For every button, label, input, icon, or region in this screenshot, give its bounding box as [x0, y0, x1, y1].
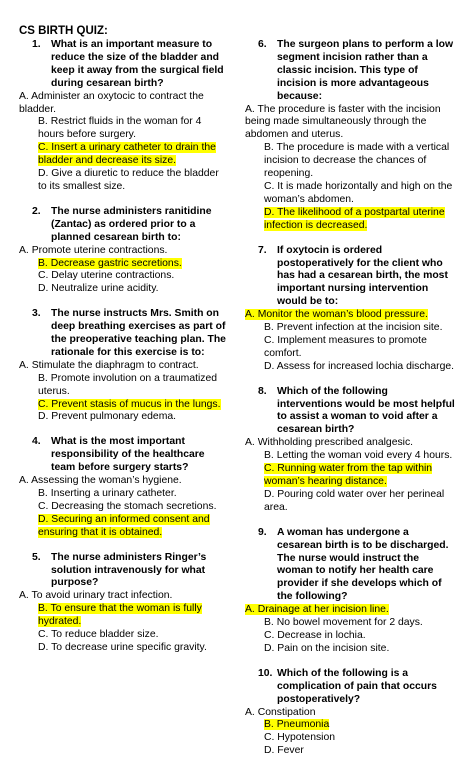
answer-option-correct [245, 207, 455, 233]
answer-option [19, 590, 229, 603]
question-stem [245, 668, 455, 707]
question-stem [19, 552, 229, 591]
option-text: D. Pouring cold water over her perineal area. [264, 488, 445, 513]
option-text: A. Assessing the woman’s hygiene. [19, 475, 182, 487]
answer-option [19, 475, 229, 488]
option-text: B. Promote involution on a traumatized uterus. [38, 372, 218, 397]
question-number: 9. [258, 526, 267, 538]
question-text: What is the most important responsibility of the healthcare team before surgery starts? [51, 436, 205, 474]
answer-option [245, 617, 455, 630]
question-4 [19, 436, 229, 539]
question-stem [245, 39, 455, 104]
question-stem [19, 436, 229, 475]
option-text: A. Drainage at her incision line. [245, 604, 389, 616]
question-text: The nurse instructs Mrs. Smith on deep breathing exercises as part of the preoperative teaching plan. The rationale for this exercise is to: [51, 308, 226, 358]
answer-option [245, 745, 455, 758]
option-text: C. Decreasing the stomach secretions. [38, 500, 217, 512]
question-stem [19, 206, 229, 245]
question-number: 5. [32, 551, 41, 563]
option-text: C. Hypotension [264, 732, 336, 744]
right-column [245, 39, 455, 770]
option-text: D. To decrease urine specific gravity. [38, 641, 207, 653]
question-9 [245, 527, 455, 656]
question-text: The nurse administers Ringer’s solution intravenously for what purpose? [51, 551, 207, 589]
option-text: D. Prevent pulmonary edema. [38, 411, 177, 423]
answer-option [19, 501, 229, 514]
answer-option [19, 629, 229, 642]
question-number: 10. [258, 667, 273, 679]
option-text: A. Administer an oxytocic to contract the bladder. [19, 90, 204, 115]
option-text: C. Prevent stasis of mucus in the lungs. [38, 398, 221, 410]
question-number: 7. [258, 244, 267, 256]
answer-option-correct [245, 463, 455, 489]
question-6 [245, 39, 455, 233]
question-7 [245, 245, 455, 374]
option-text: D. Pain on the incision site. [264, 642, 390, 654]
question-text: What is an important measure to reduce the size of the bladder and keep it away from the surgical field during cesarean birth? [51, 39, 224, 89]
question-8 [245, 386, 455, 515]
option-text: A. Stimulate the diaphragm to contract. [19, 359, 199, 371]
question-text: The surgeon plans to perform a low segment incision rather than a classic incision. This type of incision is more advantageous because: [277, 39, 454, 102]
question-10 [245, 668, 455, 758]
answer-option [245, 437, 455, 450]
option-text: B. The procedure is made with a vertical incision to decrease the chances of reopening. [264, 142, 450, 180]
option-text: C. It is made horizontally and high on the woman’s abdomen. [264, 180, 453, 205]
answer-option [245, 643, 455, 656]
option-text: B. Inserting a urinary catheter. [38, 488, 177, 499]
option-text: C. Running water from the tap within woman’s hearing distance. [264, 463, 433, 487]
answer-option [19, 245, 229, 258]
option-text: A. To avoid urinary tract infection. [19, 590, 173, 602]
question-text: Which of the following interventions would be most helpful to assist a woman to void after a cesarean birth? [277, 385, 455, 436]
answer-option-correct [19, 142, 229, 168]
answer-option [245, 142, 455, 181]
answer-option [19, 116, 229, 142]
question-1 [19, 39, 229, 194]
left-column [19, 39, 229, 667]
answer-option [245, 335, 455, 361]
option-text: D. Securing an informed consent and ensuring that it is obtained. [38, 513, 210, 538]
option-text: C. Delay uterine contractions. [38, 270, 175, 282]
question-stem [245, 527, 455, 604]
question-text: If oxytocin is ordered postoperatively for the client who has had a cesarean birth, the most important nursing intervention would be to: [277, 244, 448, 308]
question-text: Which of the following is a complication of pain that occurs postoperatively? [277, 667, 437, 705]
answer-option [245, 489, 455, 515]
question-stem [19, 39, 229, 91]
option-text: B. Prevent infection at the incision site. [264, 322, 443, 334]
answer-option-correct [245, 604, 455, 617]
option-text: B. Decrease gastric secretions. [38, 257, 182, 269]
answer-option [245, 732, 455, 745]
question-text: A woman has undergone a cesarean birth is to be discharged. The nurse would instruct the woman to notify her health care provider if she develops which of the following? [277, 526, 449, 603]
question-number: 8. [258, 385, 267, 397]
option-text: A. Promote uterine contractions. [19, 244, 168, 256]
question-number: 3. [32, 308, 41, 320]
option-text: A. Monitor the woman’s blood pressure. [245, 309, 428, 321]
question-stem [19, 308, 229, 360]
answer-option [245, 361, 455, 374]
option-text: D. Fever [264, 745, 304, 757]
answer-option [19, 283, 229, 296]
answer-option-correct [245, 309, 455, 322]
answer-option [245, 707, 455, 720]
option-text: A. The procedure is faster with the incision being made simultaneously through the abdomen and uterus. [245, 103, 441, 141]
option-text: C. Insert a urinary catheter to drain the bladder and decrease its size. [38, 142, 216, 167]
question-number: 2. [32, 205, 41, 217]
question-stem [245, 245, 455, 310]
answer-option [245, 322, 455, 335]
question-number: 1. [32, 39, 41, 50]
answer-option [19, 168, 229, 194]
question-5 [19, 552, 229, 655]
answer-option [19, 488, 229, 501]
answer-option-correct [19, 603, 229, 629]
answer-option [245, 630, 455, 643]
answer-option [245, 181, 455, 207]
answer-option [245, 104, 455, 143]
question-stem [245, 386, 455, 438]
option-text: B. Restrict fluids in the woman for 4 hours before surgery. [38, 116, 202, 141]
question-2 [19, 206, 229, 296]
answer-option [19, 373, 229, 399]
option-text: D. Give a diuretic to reduce the bladder to its smallest size. [38, 168, 219, 192]
answer-option-correct [245, 719, 455, 732]
answer-option [19, 360, 229, 373]
question-text: The nurse administers ranitidine (Zantac) as ordered prior to a planned cesarean birth to: [51, 205, 212, 243]
option-text: C. Decrease in lochia. [264, 629, 366, 641]
quiz-title: CS BIRTH QUIZ: [19, 25, 108, 37]
option-text: D. The likelihood of a postpartal uterine infection is decreased. [264, 206, 445, 231]
option-text: C. Implement measures to promote comfort. [264, 334, 427, 359]
answer-option-correct [19, 399, 229, 412]
answer-option [19, 91, 229, 117]
option-text: A. Constipation [245, 706, 316, 718]
answer-option [245, 450, 455, 463]
option-text: B. Pneumonia [264, 719, 330, 731]
question-number: 6. [258, 39, 267, 50]
answer-option [19, 270, 229, 283]
option-text: B. No bowel movement for 2 days. [264, 617, 423, 629]
option-text: B. To ensure that the woman is fully hydrated. [38, 603, 202, 628]
option-text: D. Assess for increased lochia discharge. [264, 360, 455, 372]
answer-option [19, 642, 229, 655]
question-3 [19, 308, 229, 424]
answer-option-correct [19, 514, 229, 540]
option-text: D. Neutralize urine acidity. [38, 283, 159, 295]
question-number: 4. [32, 436, 41, 448]
option-text: B. Letting the woman void every 4 hours. [264, 450, 453, 462]
option-text: A. Withholding prescribed analgesic. [245, 437, 414, 449]
option-text: C. To reduce bladder size. [38, 629, 159, 641]
answer-option-correct [19, 258, 229, 271]
answer-option [19, 411, 229, 424]
